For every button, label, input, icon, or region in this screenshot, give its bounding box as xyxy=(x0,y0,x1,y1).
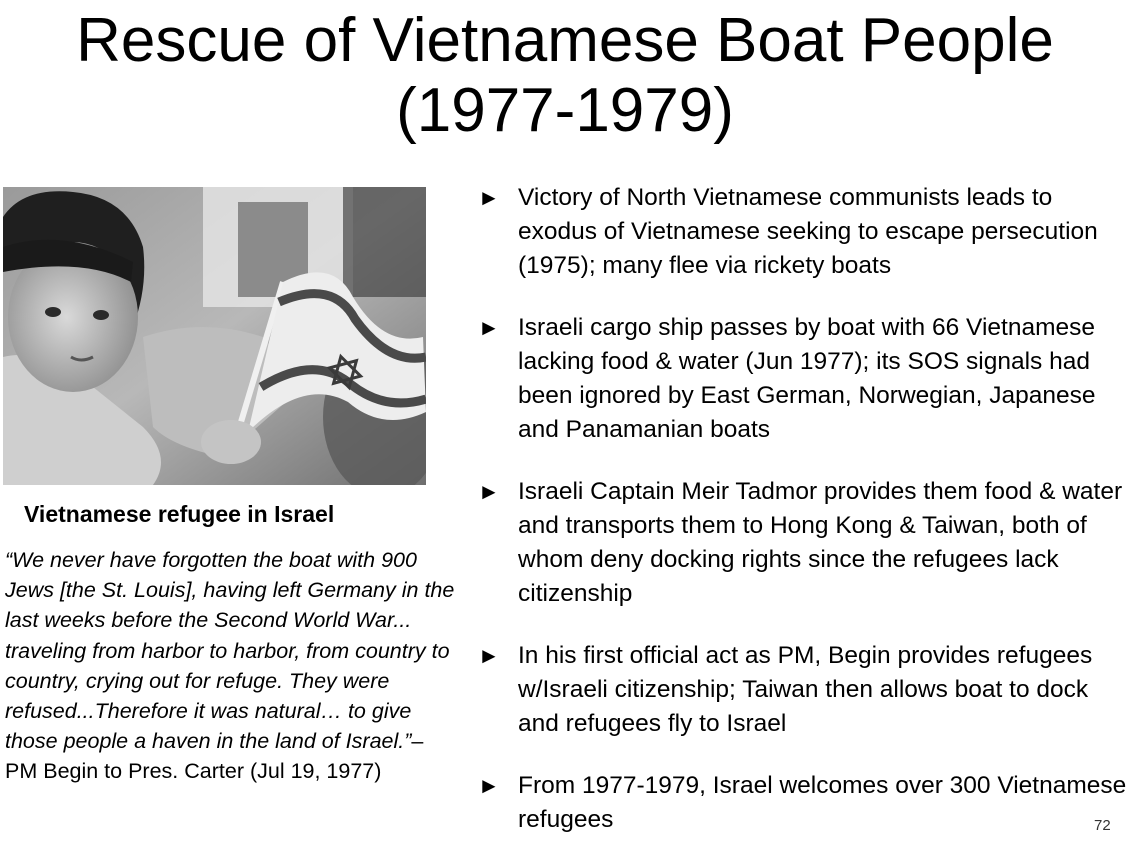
begin-quote xyxy=(5,545,460,787)
title-line-1: Rescue of Vietnamese Boat People xyxy=(76,6,1054,75)
slide-title xyxy=(0,6,1130,146)
bullet-arrow-icon: ► xyxy=(478,479,500,504)
bullet-arrow-icon: ► xyxy=(478,773,500,798)
bullet-text: In his first official act as PM, Begin provides refugees w/Israeli citizenship; Taiwan then allows boat to dock and refugees fly to Israel xyxy=(518,642,1093,737)
bullet-text: From 1977-1979, Israel welcomes over 300 Vietnamese refugees xyxy=(518,772,1127,833)
photo-illustration xyxy=(3,187,426,485)
bullet-text: Victory of North Vietnamese communists leads to exodus of Vietnamese seeking to escape persecution (1975); many flee via rickety boats xyxy=(518,184,1098,279)
page-number: 72 xyxy=(1094,817,1111,834)
title-line-2: (1977-1979) xyxy=(396,76,734,145)
bullet-text: Israeli Captain Meir Tadmor provides them food & water and transports them to Hong Kong & Taiwan, both of whom deny docking rights since the refugees lack citizenship xyxy=(518,478,1123,607)
bullet-text: Israeli cargo ship passes by boat with 66 Vietnamese lacking food & water (Jun 1977); its SOS signals had been ignored by East German, Norwegian, Japanese and Panamanian boats xyxy=(518,314,1096,443)
refugee-photo xyxy=(3,187,426,485)
bullet-list xyxy=(478,181,1128,865)
bullet-item xyxy=(478,639,1128,741)
quote-text: “We never have forgotten the boat with 900 Jews [the St. Louis], having left Germany in the last weeks before the Second World War... traveling from harbor to harbor, from country to country, crying out for refuge. They were refused...Therefore it was natural… to give those people a haven in the land of Israel.” xyxy=(5,548,455,754)
bullet-item xyxy=(478,769,1128,837)
bullet-item xyxy=(478,475,1128,611)
photo-caption: Vietnamese refugee in Israel xyxy=(24,501,335,527)
bullet-arrow-icon: ► xyxy=(478,185,500,210)
bullet-item xyxy=(478,181,1128,283)
bullet-arrow-icon: ► xyxy=(478,643,500,668)
bullet-arrow-icon: ► xyxy=(478,315,500,340)
quote-attribution: – PM Begin to Pres. Carter (Jul 19, 1977) xyxy=(5,729,424,784)
bullet-item xyxy=(478,311,1128,447)
